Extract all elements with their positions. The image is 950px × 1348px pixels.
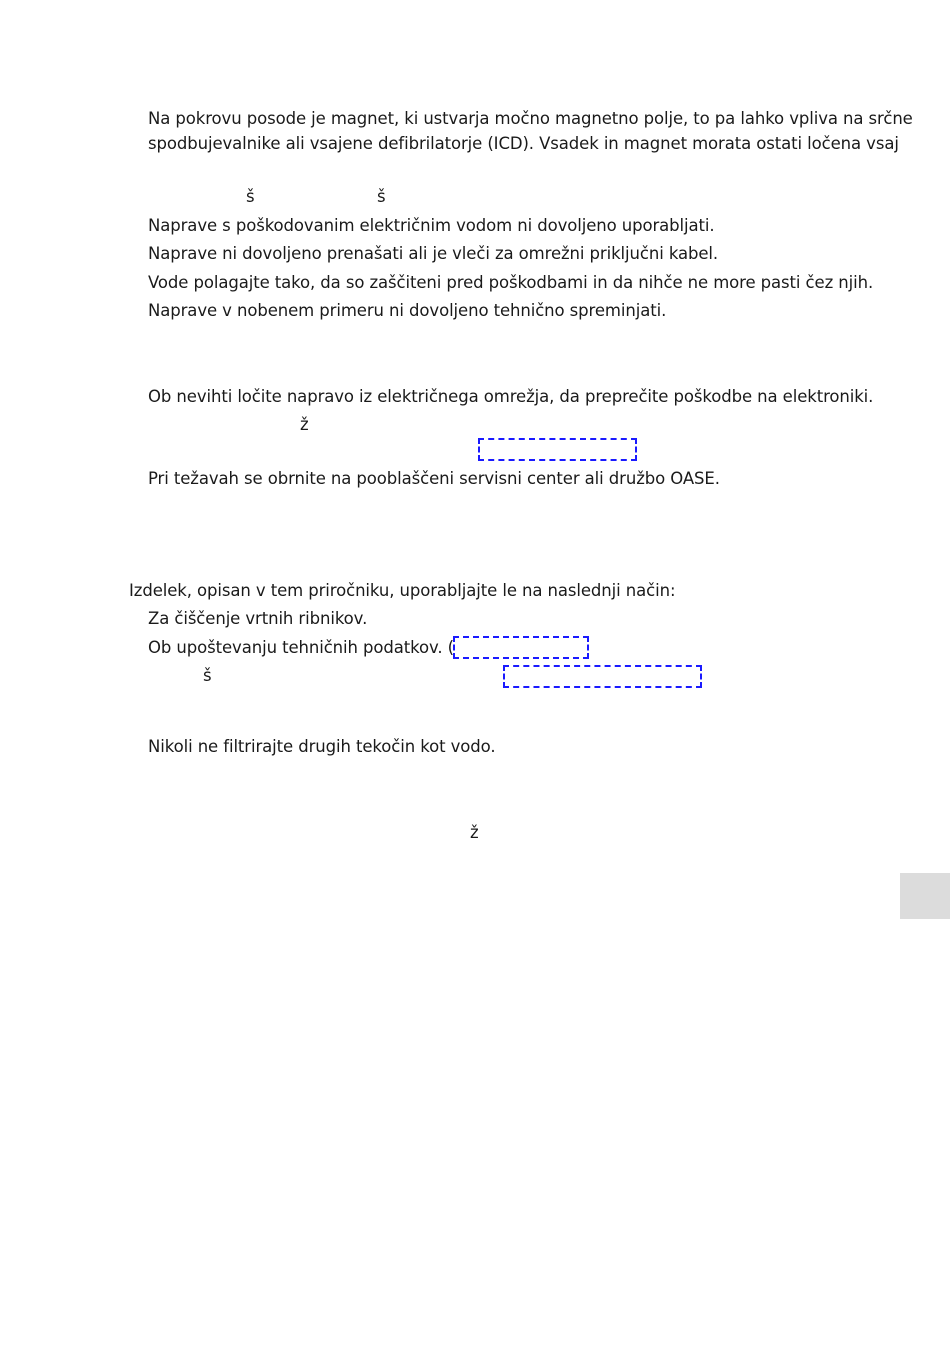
magnet-warning-line-2: spodbujevalnike ali vsajene defibrilatorje (ICD). Vsadek in magnet morata ostati ločena vsaj [148,134,899,153]
no-other-liquids-warning: Nikoli ne filtrirajte drugih tekočin kot vodo. [148,737,496,756]
cross-reference-link[interactable] [503,665,702,688]
no-modification-warning: Naprave v nobenem primeru ni dovoljeno tehnično spreminjati. [148,301,667,320]
heading-glyph: š [246,187,255,206]
heading-glyph: ž [470,823,479,842]
intended-use-intro: Izdelek, opisan v tem priročniku, uporabljajte le na naslednji način: [129,581,676,600]
language-side-tab [900,873,950,919]
heading-glyph: š [377,187,386,206]
service-contact-note: Pri težavah se obrnite na pooblaščeni servisni center ali družbo OASE. [148,469,720,488]
lay-cables-instruction: Vode polagajte tako, da so zaščiteni pred poškodbami in da nihče ne more pasti čez njih. [148,273,874,292]
storm-instruction: Ob nevihti ločite napravo iz električnega omrežja, da preprečite poškodbe na elektroniki. [148,387,874,406]
tech-data-link[interactable] [453,636,589,659]
damaged-cable-warning: Naprave s poškodovanim električnim vodom ni dovoljeno uporabljati. [148,216,715,235]
heading-glyph: š [203,666,212,685]
heading-glyph: ž [300,415,309,434]
carry-cable-warning: Naprave ni dovoljeno prenašati ali je vleči za omrežni priključni kabel. [148,244,719,263]
magnet-warning-line-1: Na pokrovu posode je magnet, ki ustvarja močno magnetno polje, to pa lahko vpliva na srčne [148,109,913,128]
cross-reference-link[interactable] [478,438,637,461]
pond-cleaning-item: Za čiščenje vrtnih ribnikov. [148,609,368,628]
tech-data-item: Ob upoštevanju tehničnih podatkov. ( [148,638,455,657]
